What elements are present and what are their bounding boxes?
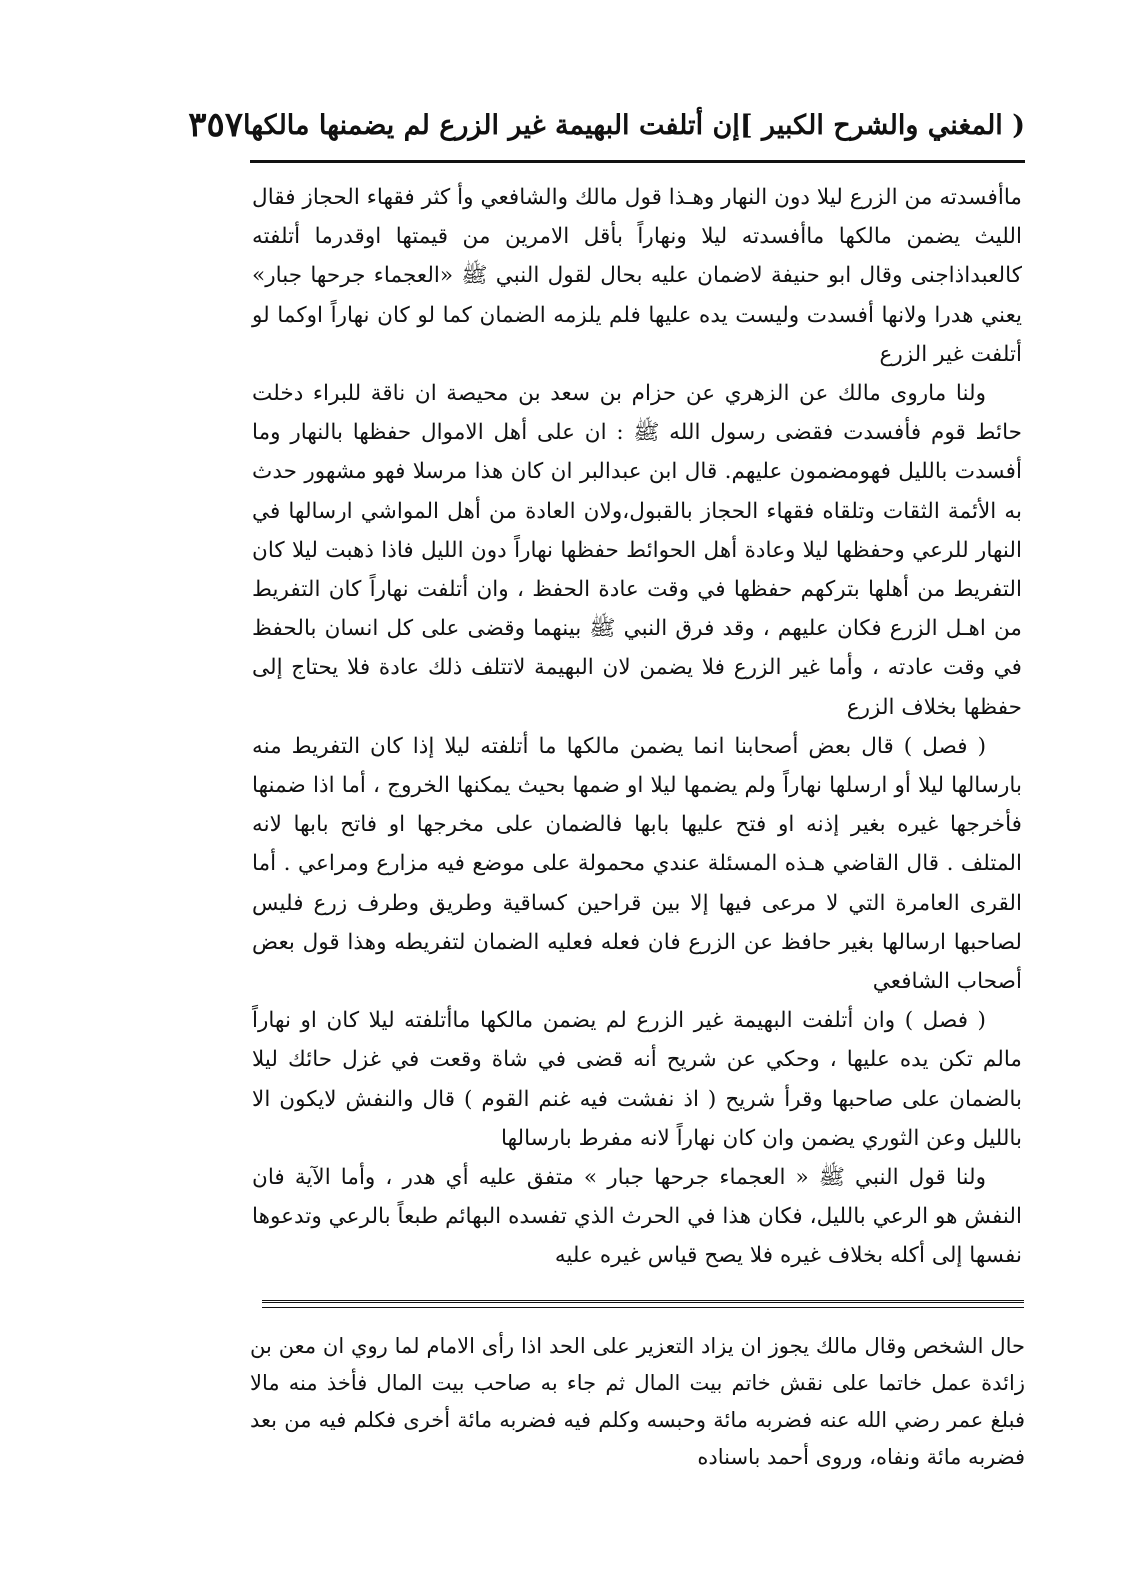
footnote-text: [250, 1328, 1025, 1476]
paragraph: ولنا قول النبي ﷺ « العجماء جرحها جبار » متفق عليه أي هدر ، وأما الآية فان النفش هو الرعي بالليل، فكان هذا في الحرث الذي تفسده البهائم طبعاً بالرعي وتدعوها نفسها إلى أكله بخلاف غيره فلا يصح قياس غيره عليه: [252, 1165, 1022, 1269]
page-number: ٣٥٧: [188, 105, 243, 145]
footnote-paragraph: حال الشخص وقال مالك يجوز ان يزاد التعزير على الحد اذا رأى الامام لما روي ان معن بن زائدة عمل خاتما على نقش خاتم بيت المال ثم جاء به صاحب بيت المال فأخذ منه مالا فبلغ عمر رضي الله عنه فضربه مائة وحبسه وكلم فيه فضربه مائة أخرى فكلم فيه من بعد فضربه مائة ونفاه، وروى أحمد باسناده: [250, 1334, 1025, 1469]
header-rule: [250, 160, 1025, 163]
book-title: ( المغني والشرح الكبير ]: [739, 109, 1025, 141]
footnote-separator: [262, 1300, 1024, 1308]
paragraph: ( فصل ) وان أتلفت البهيمة غير الزرع لم يضمن مالكها ماأتلفته ليلا كان او نهاراً مالم تكن يده عليها ، وحكي عن شريح أنه قضى في شاة وقعت في غزل حائك ليلا بالضمان على صاحبها وقرأ شريح ( اذ نفشت فيه غنم القوم ) قال والنفش لايكون الا بالليل وعن الثوري يضمن وان كان نهاراً لانه مفرط بارسالها: [252, 1008, 1022, 1151]
paragraph: ماأفسدته من الزرع ليلا دون النهار وهـذا قول مالك والشافعي وأ كثر فقهاء الحجاز فقال الليث يضمن مالكها ماأفسدته ليلا ونهاراً بأقل الامرين من قيمتها اوقدرما أتلفته كالعبداذاجنى وقال ابو حنيفة لاضمان عليه بحال لقول النبي ﷺ «العجماء جرحها جبار» يعني هدرا ولانها أفسدت وليست يده عليها فلم يلزمه الضمان كما لو كان نهاراً اوكما لو أتلفت غير الزرع: [252, 185, 1022, 367]
paragraph: ( فصل ) قال بعض أصحابنا انما يضمن مالكها ما أتلفته ليلا إذا كان التفريط منه بارسالها ليلا أو ارسلها نهاراً ولم يضمها ليلا او ضمها بحيث يمكنها الخروج ، أما اذا ضمنها فأخرجها غيره بغير إذنه او فتح عليها بابها فالضمان على مخرجها او فاتح بابها لانه المتلف . قال القاضي هـذه المسئلة عندي محمولة على موضع فيه مزارع ومراعي . أما القرى العامرة التي لا مرعى فيها إلا بين قراحين كساقية وطريق وطرف زرع فليس لصاحبها ارسالها بغير حافظ عن الزرع فان فعله فعليه الضمان لتفريطه وهذا قول بعض أصحاب الشافعي: [252, 733, 1022, 995]
section-title: إن أتلفت البهيمة غير الزرع لم يضمنها مالكها: [243, 109, 740, 141]
main-text: [252, 178, 1022, 1276]
running-header: [188, 96, 1025, 154]
paragraph: ولنا ماروى مالك عن الزهري عن حزام بن سعد بن محيصة ان ناقة للبراء دخلت حائط قوم فأفسدت فقضى رسول الله ﷺ : ان على أهل الاموال حفظها بالنهار وما أفسدت بالليل فهومضمون عليهم. قال ابن عبدالبر ان كان هذا مرسلا فهو مشهور حدث به الأئمة الثقات وتلقاه فقهاء الحجاز بالقبول،ولان العادة من أهل المواشي ارسالها في النهار للرعي وحفظها ليلا وعادة أهل الحوائط حفظها نهاراً دون الليل فاذا ذهبت ليلا كان التفريط من أهلها بتركهم حفظها في وقت عادة الحفظ ، وان أتلفت نهاراً كان التفريط من اهـل الزرع فكان عليهم ، وقد فرق النبي ﷺ بينهما وقضى على كل انسان بالحفظ في وقت عادته ، وأما غير الزرع فلا يضمن لان البهيمة لاتتلف ذلك عادة فلا يحتاج إلى حفظها بخلاف الزرع: [252, 381, 1022, 720]
